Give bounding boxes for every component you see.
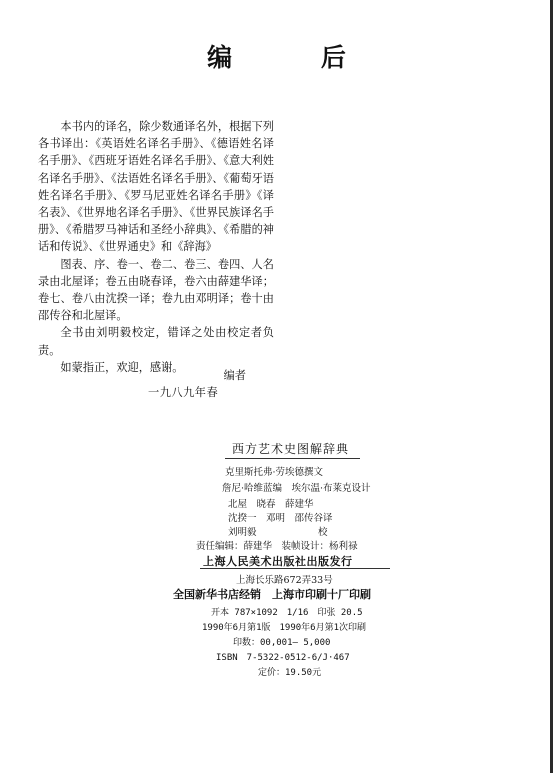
editor-designer-line: 詹尼·哈维蓝编 埃尔温·布莱克设计 [222,483,371,494]
divider [200,568,390,569]
afterword-paragraph-4: 如蒙指正，欢迎，感谢。 [60,360,184,374]
price-line: 定价：19.50元 [258,668,322,678]
afterword-paragraph-2: 图表、序、卷一、卷二、卷三、卷四、人名录由北屋译；卷五由晓春译，卷六由薛建华译；卷七、卷八由沈揆一译；卷九由邓明译；卷十由邵传谷和北屋译。 [38,257,274,323]
proofreader-label: 校 [318,527,328,538]
afterword-date: 一九八九年春 [148,386,219,399]
afterword-paragraph-3: 全书由刘明毅校定，错译之处由校定者负责。 [38,326,274,357]
publisher-address: 上海长乐路672弄33号 [236,575,333,586]
edition-line: 1990年6月第1版 1990年6月第1次印刷 [202,623,367,633]
author-line: 克里斯托弗·劳埃德撰文 [225,467,324,478]
print-run-line: 印数：00,001— 5,000 [233,638,331,648]
divider [225,458,360,459]
afterword-paragraph-1: 本书内的译名，除少数通译名外，根据下列各书译出：《英语姓名译名手册》、《德语姓名译名手册》、《西班牙语姓名译名手册》、《意大利姓名译名手册》、《法语姓名译名手册》、《葡萄牙语姓名译名手册》、《罗马尼亚姓名译名手册》《译名表》、《世界地名译名手册》、《世界民族译名手册》、《希腊罗马神话和圣经小辞典》、《希腊的神话和传说》、《世界通史》和《辞海》 [38,120,274,254]
translators-line-1: 北屋 晓春 薛建华 [228,499,314,510]
translators-line-2: 沈揆一 邓明 邵传谷译 [228,513,333,524]
afterword-signature: 编者 [223,369,246,382]
responsible-editor-line: 责任编辑：薛建华 装帧设计：杨利禄 [196,541,358,552]
book-title: 西方艺术史图解辞典 [232,442,350,456]
page-title: 编 后 [207,43,386,72]
publisher-line: 上海人民美术出版社出版发行 [203,555,353,568]
afterword-body [38,118,274,376]
format-line: 开本 787×1092 1/16 印张 20.5 [211,608,363,618]
isbn-line: ISBN 7-5322-0512-6/J·467 [216,653,350,663]
distribution-line: 全国新华书店经销 上海市印刷十厂印刷 [173,588,371,601]
proofreader-name: 刘明毅 [228,527,257,538]
